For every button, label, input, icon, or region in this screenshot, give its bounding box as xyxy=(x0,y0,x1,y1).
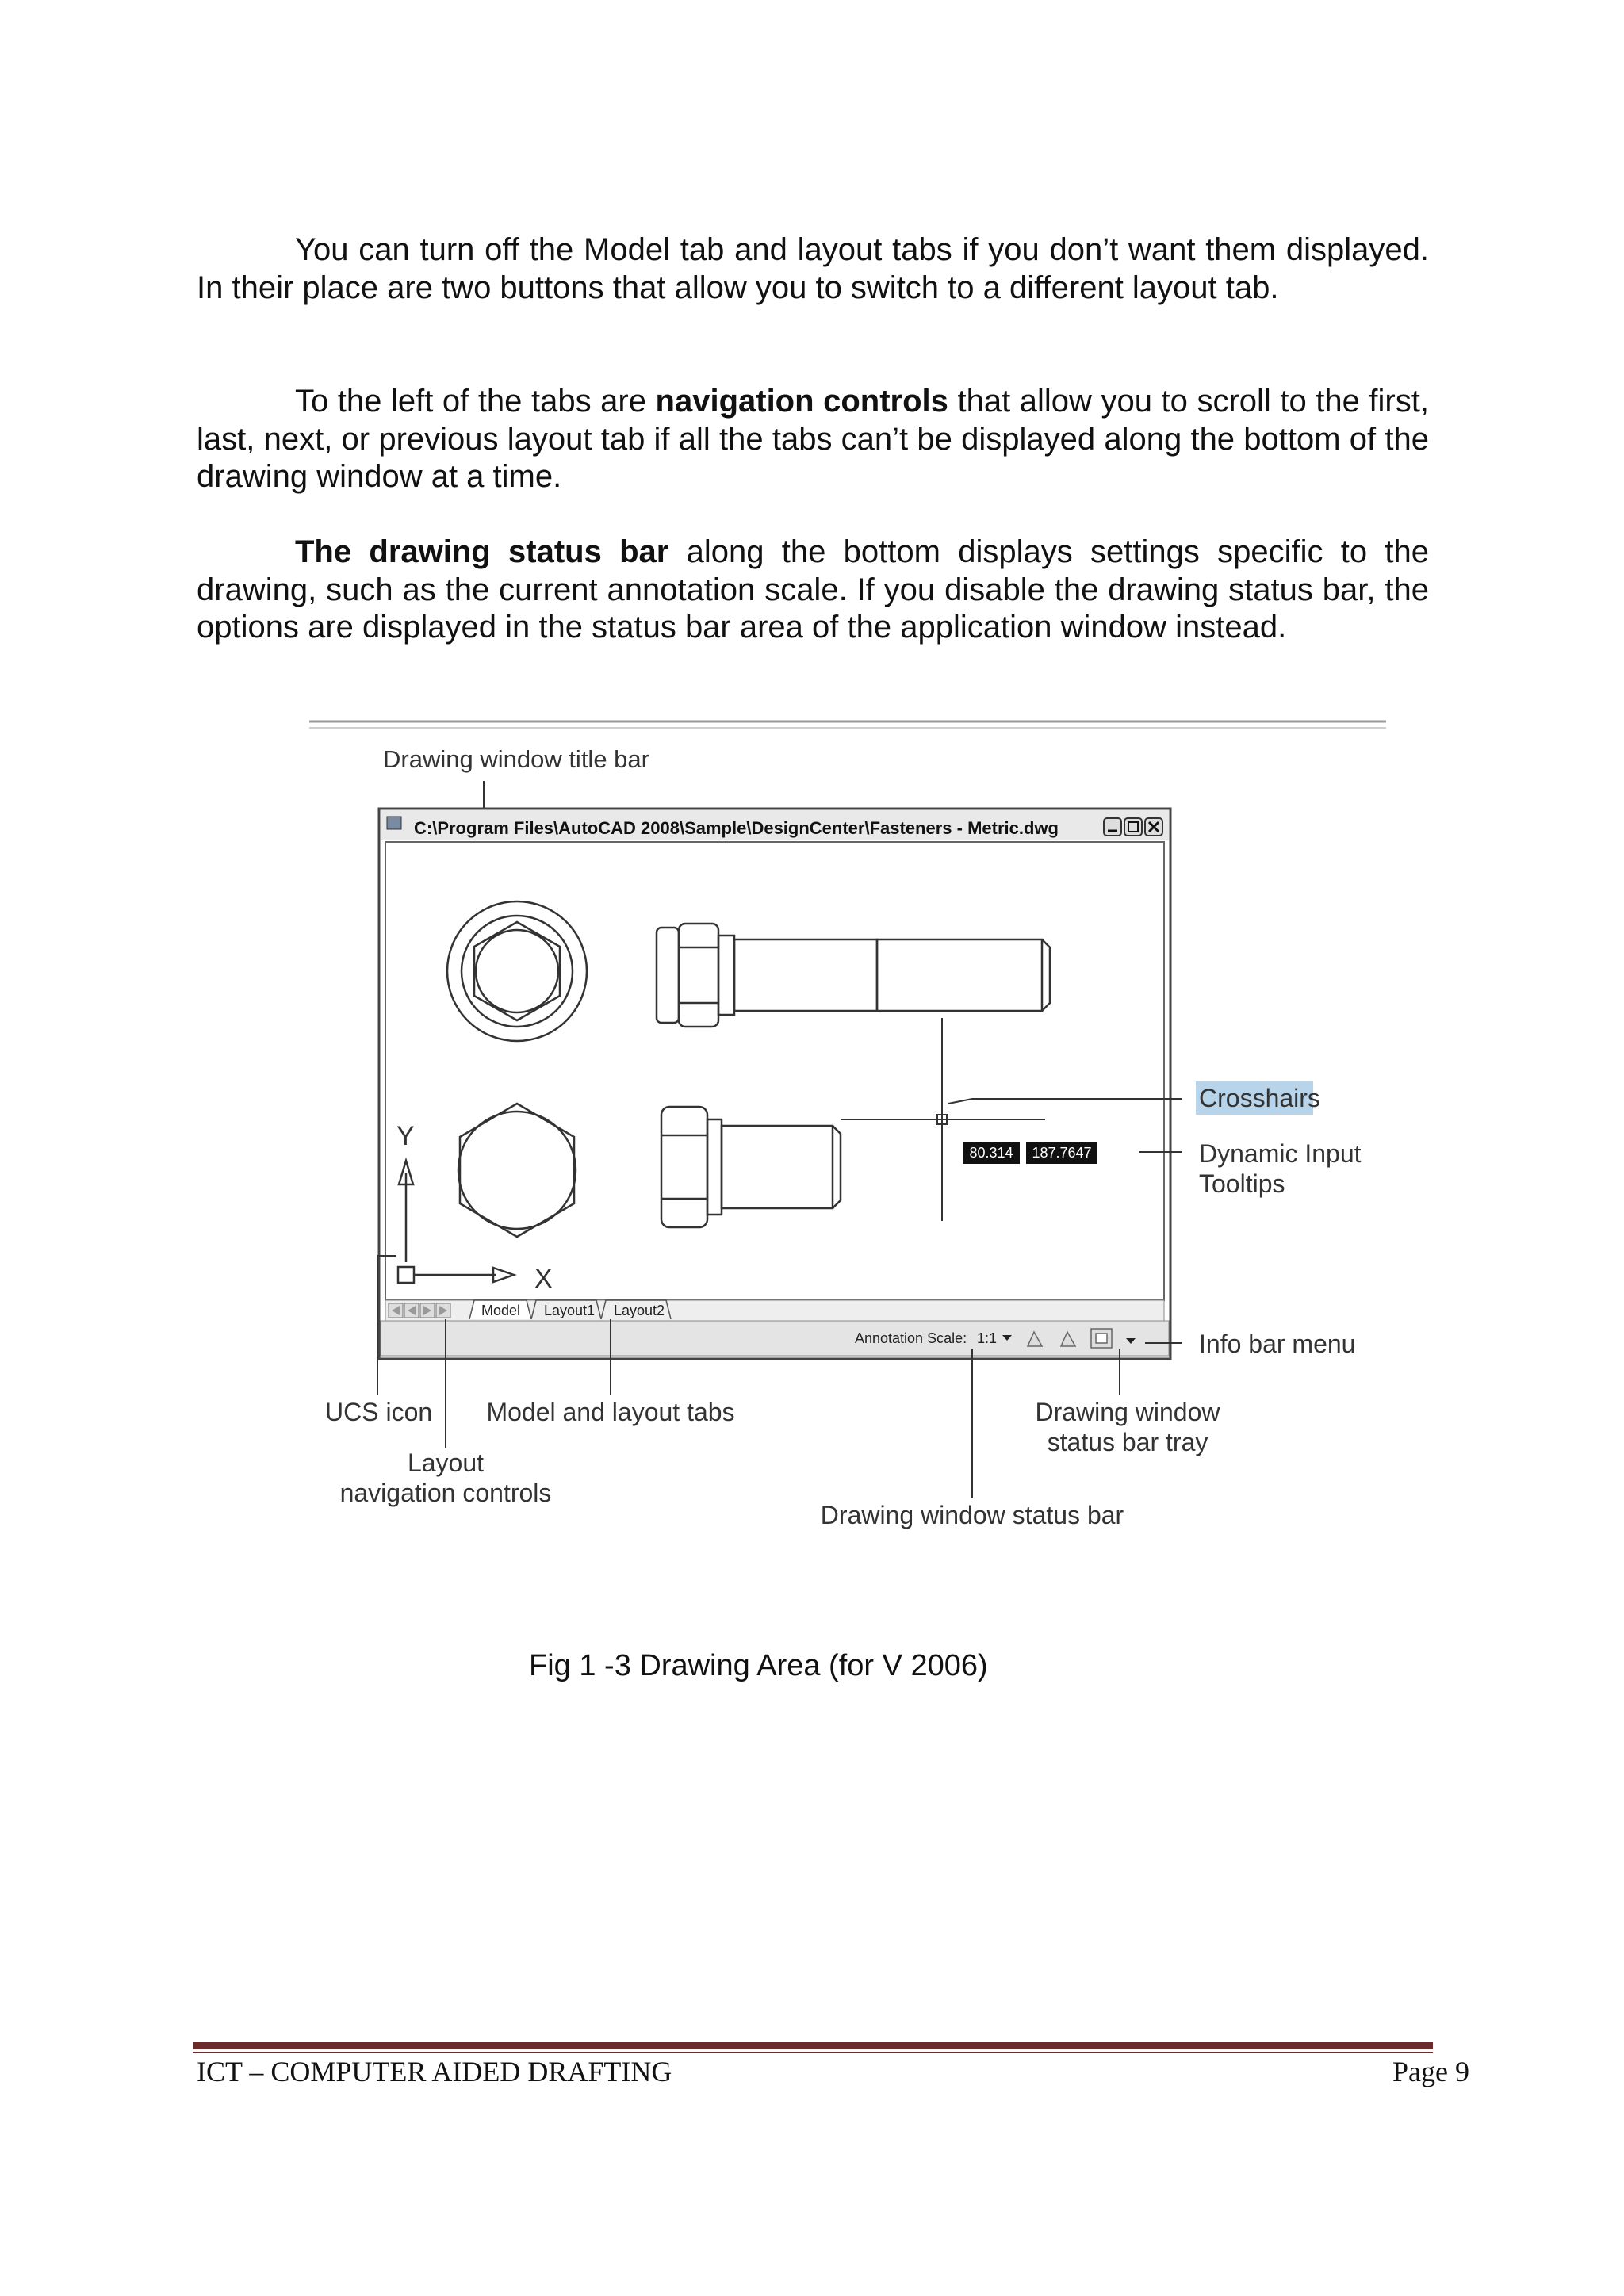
callout-dynamic-input-line2: Tooltips xyxy=(1199,1169,1285,1198)
window-title: C:\Program Files\AutoCAD 2008\Sample\DesignCenter\Fasteners - Metric.dwg xyxy=(414,818,1059,838)
footer-page-number: Page 9 xyxy=(1392,2056,1469,2087)
annotation-scale-label: Annotation Scale: xyxy=(855,1330,967,1346)
figure-caption: Fig 1 -3 Drawing Area (for V 2006) xyxy=(529,1649,988,1682)
minimize-button[interactable] xyxy=(1104,818,1121,836)
callout-status-tray-line1: Drawing window xyxy=(1035,1398,1220,1426)
tooltip-x-value: 80.314 xyxy=(969,1145,1013,1161)
paragraph-1-text: You can turn off the Model tab and layout tabs if you don’t want them displayed. In their place are two buttons that allow you to switch to a different layout tab. xyxy=(197,232,1429,305)
app-icon xyxy=(387,817,401,829)
callout-info-bar-menu: Info bar menu xyxy=(1199,1330,1356,1358)
paragraph-2-prefix: To the left of the tabs are xyxy=(295,384,656,419)
callout-layout-nav-line2: navigation controls xyxy=(339,1479,552,1507)
callout-ucs-icon: UCS icon xyxy=(325,1398,433,1426)
footer-rule xyxy=(193,2042,1433,2049)
callout-crosshairs: Crosshairs xyxy=(1199,1084,1320,1112)
drawing-status-bar xyxy=(381,1321,1169,1356)
paragraph-2-suffix: that allow you to scroll to the first, last, next, or previous layout tab if all the tabs can’t be displayed along the bottom of the drawing window at a time. xyxy=(197,384,1429,494)
paragraph-3-suffix: along the bottom displays settings specific to the drawing, such as the current annotation scale. If you disable the drawing status bar, the options are displayed in the status bar area of the application window instead. xyxy=(197,534,1430,645)
callout-dynamic-input-line1: Dynamic Input xyxy=(1199,1139,1362,1168)
footer-rule-thin xyxy=(193,2052,1433,2053)
callout-title-bar: Drawing window title bar xyxy=(383,745,649,773)
footer-course-title: ICT – COMPUTER AIDED DRAFTING xyxy=(197,2056,672,2087)
callout-status-tray-line2: status bar tray xyxy=(1047,1428,1208,1456)
callout-model-layout-tabs: Model and layout tabs xyxy=(486,1398,735,1426)
callout-layout-nav-line1: Layout xyxy=(407,1448,485,1477)
paragraph-3-bold: The drawing status bar xyxy=(295,534,669,569)
maximize-button[interactable] xyxy=(1124,818,1142,836)
ucs-x-label: X xyxy=(534,1264,553,1294)
ucs-y-label: Y xyxy=(396,1121,415,1151)
drawing-canvas[interactable] xyxy=(385,842,1164,1300)
tooltip-y-value: 187.7647 xyxy=(1032,1145,1092,1161)
annotation-scale-value[interactable]: 1:1 xyxy=(977,1330,998,1346)
tab-layout2-label: Layout2 xyxy=(614,1303,665,1318)
callout-status-bar: Drawing window status bar xyxy=(820,1501,1124,1529)
tab-layout1-label: Layout1 xyxy=(544,1303,596,1318)
tab-model-label: Model xyxy=(481,1303,521,1318)
paragraph-2-bold: navigation controls xyxy=(655,384,948,419)
